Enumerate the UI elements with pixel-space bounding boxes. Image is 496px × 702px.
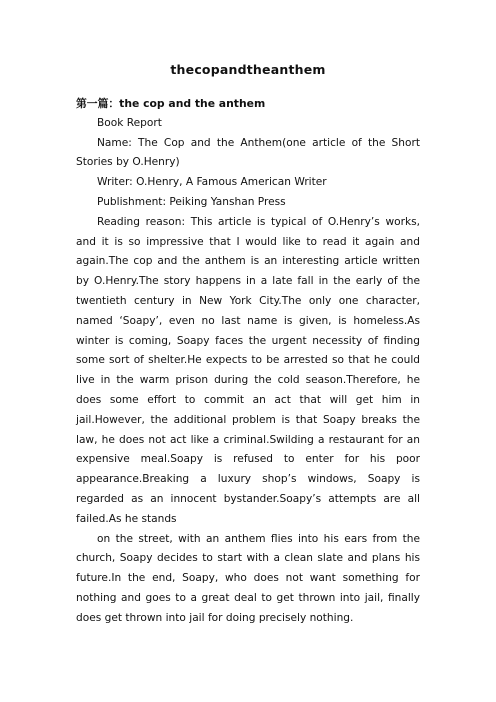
section-heading: 第一篇：the cop and the anthem [76,97,266,110]
paragraph-book-report: Book Report [97,116,162,129]
paragraph-conclusion: on the street, with an anthem flies into his ears from the church, Soapy decides to start with a clean slate and plans his future.In the end, Soapy, who does not want something for nothing and goes to a great deal to get thrown into jail, finally does get thrown into jail for doing precisely nothing. [76,532,420,624]
document-body [76,94,420,629]
paragraph-writer: Writer: O.Henry, A Famous American Writer [97,176,327,189]
document-title: thecopandtheanthem [170,62,326,77]
paragraph-name: Name: The Cop and the Anthem(one article of the Short Stories by O.Henry) [76,136,420,169]
paragraph-reading-reason: Reading reason: This article is typical of O.Henry’s works, and it is so impressive that I would like to read it again and again.The cop and the anthem is an interesting article written by O.Henry.The story happens in a late fall in the early of the twentieth century in New York City.The only one character, named ‘Soapy’, even no last name is given, is homeless.As winter is coming, Soapy faces the urgent necessity of finding some sort of shelter.He expects to be arrested so that he could live in the warm prison during the cold season.Therefore, he does some effort to commit an act that will get him in jail.However, the additional problem is that Soapy breaks the law, he does not act like a criminal.Swilding a restaurant for an expensive meal.Soapy is refused to enter for his poor appearance.Breaking a luxury shop’s windows, Soapy is regarded as an innocent bystander.Soapy’s attempts are all failed.As he stands [76,215,420,525]
paragraph-publishment: Publishment: Peiking Yanshan Press [97,195,286,208]
